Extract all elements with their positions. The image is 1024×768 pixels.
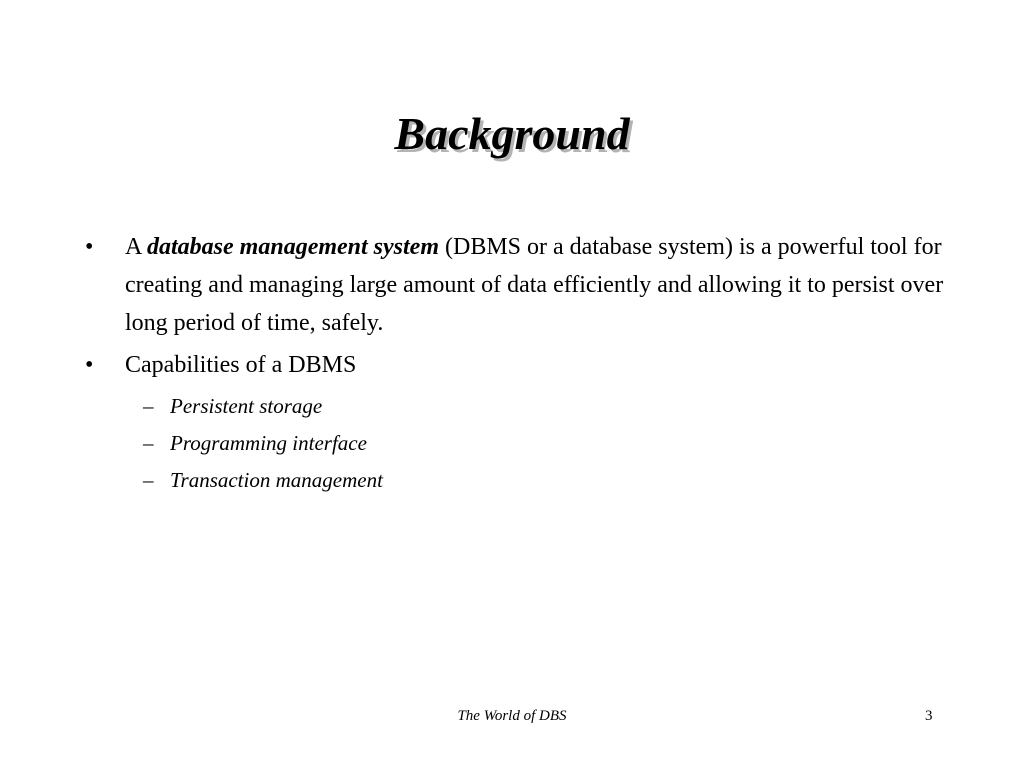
bullet-emphasis-term: database management system xyxy=(147,234,439,260)
bullet-text: Capabilities of a DBMS xyxy=(125,352,357,378)
sub-item-text: Persistent storage xyxy=(170,394,323,418)
slide-title: Background xyxy=(394,108,630,159)
sub-item-text: Transaction management xyxy=(170,468,383,492)
bullet-item-capabilities xyxy=(85,346,945,384)
sub-item-text: Programming interface xyxy=(170,431,367,455)
bullet-text: (DBMS or a database system) is a powerful tool for creating and managing large amount of data efficiently and allowing it to persist over long period of time, safely. xyxy=(125,234,944,336)
slide-content xyxy=(85,228,945,499)
bullet-marker: • xyxy=(85,234,94,260)
page-number: 3 xyxy=(925,708,933,724)
bullet-marker: • xyxy=(85,352,94,378)
sub-bullet-marker: – xyxy=(143,394,154,418)
sub-item-programming-interface xyxy=(85,425,945,462)
sub-bullet-marker: – xyxy=(143,468,154,492)
footer-title: The World of DBS xyxy=(457,708,567,724)
sub-item-transaction-management xyxy=(85,462,945,499)
sub-item-persistent-storage xyxy=(85,388,945,425)
sub-bullet-marker: – xyxy=(143,431,154,455)
bullet-prefix: A xyxy=(125,234,148,260)
capabilities-sub-list xyxy=(85,388,945,499)
bullet-item-dbms-definition xyxy=(85,228,945,342)
